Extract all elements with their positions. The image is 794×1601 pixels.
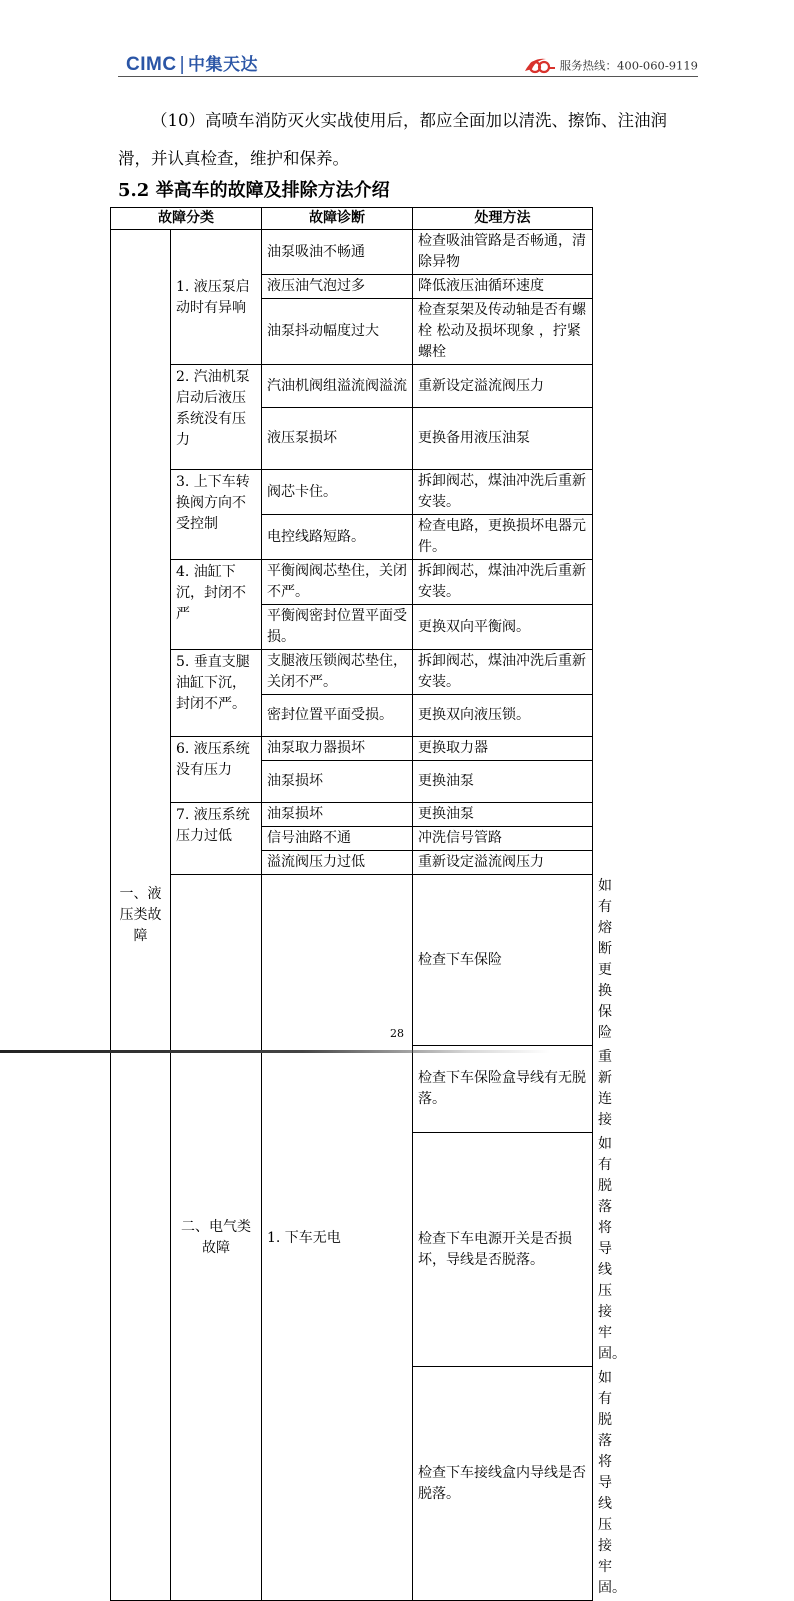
diagnosis-cell: 阀芯卡住。 (262, 470, 413, 515)
header-fault-category: 故障分类 (111, 208, 262, 230)
diagnosis-cell: 油泵吸油不畅通 (262, 230, 413, 275)
table-row (111, 737, 593, 761)
diagnosis-cell: 油泵损坏 (262, 803, 413, 827)
diagnosis-cell: 汽油机阀组溢流阀溢流 (262, 365, 413, 408)
table-row: 检查下车接线盒内导线是否脱落。 如有脱落将导线压接牢固。 (111, 1367, 593, 1601)
fault-subcategory: 7. 液压系统压力过低 (171, 803, 262, 875)
solution-cell: 更换双向液压锁。 (413, 695, 593, 737)
footer-rule (0, 1050, 550, 1053)
diagnosis-cell: 检查下车电源开关是否损坏，导线是否脱落。 (413, 1133, 593, 1367)
solution-cell: 拆卸阀芯，煤油冲洗后重新安装。 (413, 650, 593, 695)
solution-cell: 拆卸阀芯，煤油冲洗后重新安装。 (413, 560, 593, 605)
header-diagnosis: 故障诊断 (262, 208, 413, 230)
page-number: 28 (390, 1027, 404, 1040)
table-row (111, 560, 593, 605)
table-row (111, 803, 593, 827)
solution-cell: 冲洗信号管路 (413, 827, 593, 851)
diagnosis-cell: 信号油路不通 (262, 827, 413, 851)
diagnosis-cell: 密封位置平面受损。 (262, 695, 413, 737)
solution-cell: 检查吸油管路是否畅通，清除异物 (413, 230, 593, 275)
hotline-logo-icon (522, 56, 556, 77)
diagnosis-cell: 油泵抖动幅度过大 (262, 299, 413, 365)
diagnosis-cell: 溢流阀压力过低 (262, 851, 413, 875)
table-header-row (111, 208, 593, 230)
category-electrical: 二、电气类故障 (171, 875, 262, 1601)
diagnosis-cell: 检查下车接线盒内导线是否脱落。 (413, 1367, 593, 1601)
logo-brand: CIMC (126, 54, 177, 75)
diagnosis-cell: 检查下车保险盒导线有无脱落。 (413, 1046, 593, 1133)
table-row: 检查下车电源开关是否损坏，导线是否脱落。 如有脱落将导线压接牢固。 (111, 1133, 593, 1367)
fault-table (110, 207, 626, 1601)
diagnosis-cell: 电控线路短路。 (262, 515, 413, 560)
solution-cell: 更换备用液压油泵 (413, 408, 593, 470)
solution-cell: 重新设定溢流阀压力 (413, 365, 593, 408)
fault-subcategory: 5. 垂直支腿油缸下沉，封闭不严。 (171, 650, 262, 737)
fault-subcategory: 2. 汽油机泵启动后液压系统没有压力 (171, 365, 262, 470)
hotline-text: 服务热线：400-060-9119 (559, 58, 698, 73)
solution-cell: 检查电路，更换损坏电器元件。 (413, 515, 593, 560)
fault-subcategory: 1. 液压泵启动时有异响 (171, 230, 262, 365)
diagnosis-cell: 油泵损坏 (262, 761, 413, 803)
table-row: 二、电气类故障 1. 下车无电 检查下车保险 如有熔断更换保险 (111, 875, 593, 1046)
diagnosis-cell: 平衡阀密封位置平面受损。 (262, 605, 413, 650)
solution-cell: 重新设定溢流阀压力 (413, 851, 593, 875)
diagnosis-cell: 油泵取力器损坏 (262, 737, 413, 761)
diagnosis-cell: 支腿液压锁阀芯垫住，关闭不严。 (262, 650, 413, 695)
header-solution: 处理方法 (413, 208, 593, 230)
solution-cell: 更换双向平衡阀。 (413, 605, 593, 650)
table-row (111, 470, 593, 515)
diagnosis-cell: 液压泵损坏 (262, 408, 413, 470)
fault-subcategory: 4. 油缸下沉，封闭不严 (171, 560, 262, 650)
solution-cell: 拆卸阀芯，煤油冲洗后重新安装。 (413, 470, 593, 515)
solution-cell: 检查泵架及传动轴是否有螺栓 松动及损坏现象 ，拧紧螺栓 (413, 299, 593, 365)
category-hydraulic: 一、液压类故障 (111, 230, 171, 1601)
fault-subcategory: 3. 上下车转换阀方向不受控制 (171, 470, 262, 560)
service-hotline (522, 56, 698, 77)
solution-cell: 更换取力器 (413, 737, 593, 761)
section-title: 5.2 举高车的故障及排除方法介绍 (118, 180, 390, 201)
cimc-logo (126, 50, 258, 76)
diagnosis-cell: 液压油气泡过多 (262, 275, 413, 299)
solution-cell: 降低液压油循环速度 (413, 275, 593, 299)
fault-subcategory: 1. 下车无电 (262, 875, 413, 1601)
solution-cell: 更换油泵 (413, 761, 593, 803)
table-row (111, 230, 593, 275)
intro-paragraph: （10）高喷车消防灭火实战使用后，都应全面加以清洗、擦饰、注油润滑，并认真检查，维护和保养。 (118, 111, 667, 168)
page-header (118, 44, 698, 76)
solution-cell: 更换油泵 (413, 803, 593, 827)
header-rule (118, 76, 698, 77)
table-row (111, 365, 593, 408)
table-row (111, 650, 593, 695)
logo-cn: 中集天达 (188, 55, 258, 74)
fault-subcategory: 6. 液压系统没有压力 (171, 737, 262, 803)
logo-separator: | (179, 54, 185, 75)
table-row: 检查下车保险盒导线有无脱落。 重新连接 (111, 1046, 593, 1133)
diagnosis-cell: 检查下车保险 (413, 875, 593, 1046)
diagnosis-cell: 平衡阀阀芯垫住，关闭不严。 (262, 560, 413, 605)
